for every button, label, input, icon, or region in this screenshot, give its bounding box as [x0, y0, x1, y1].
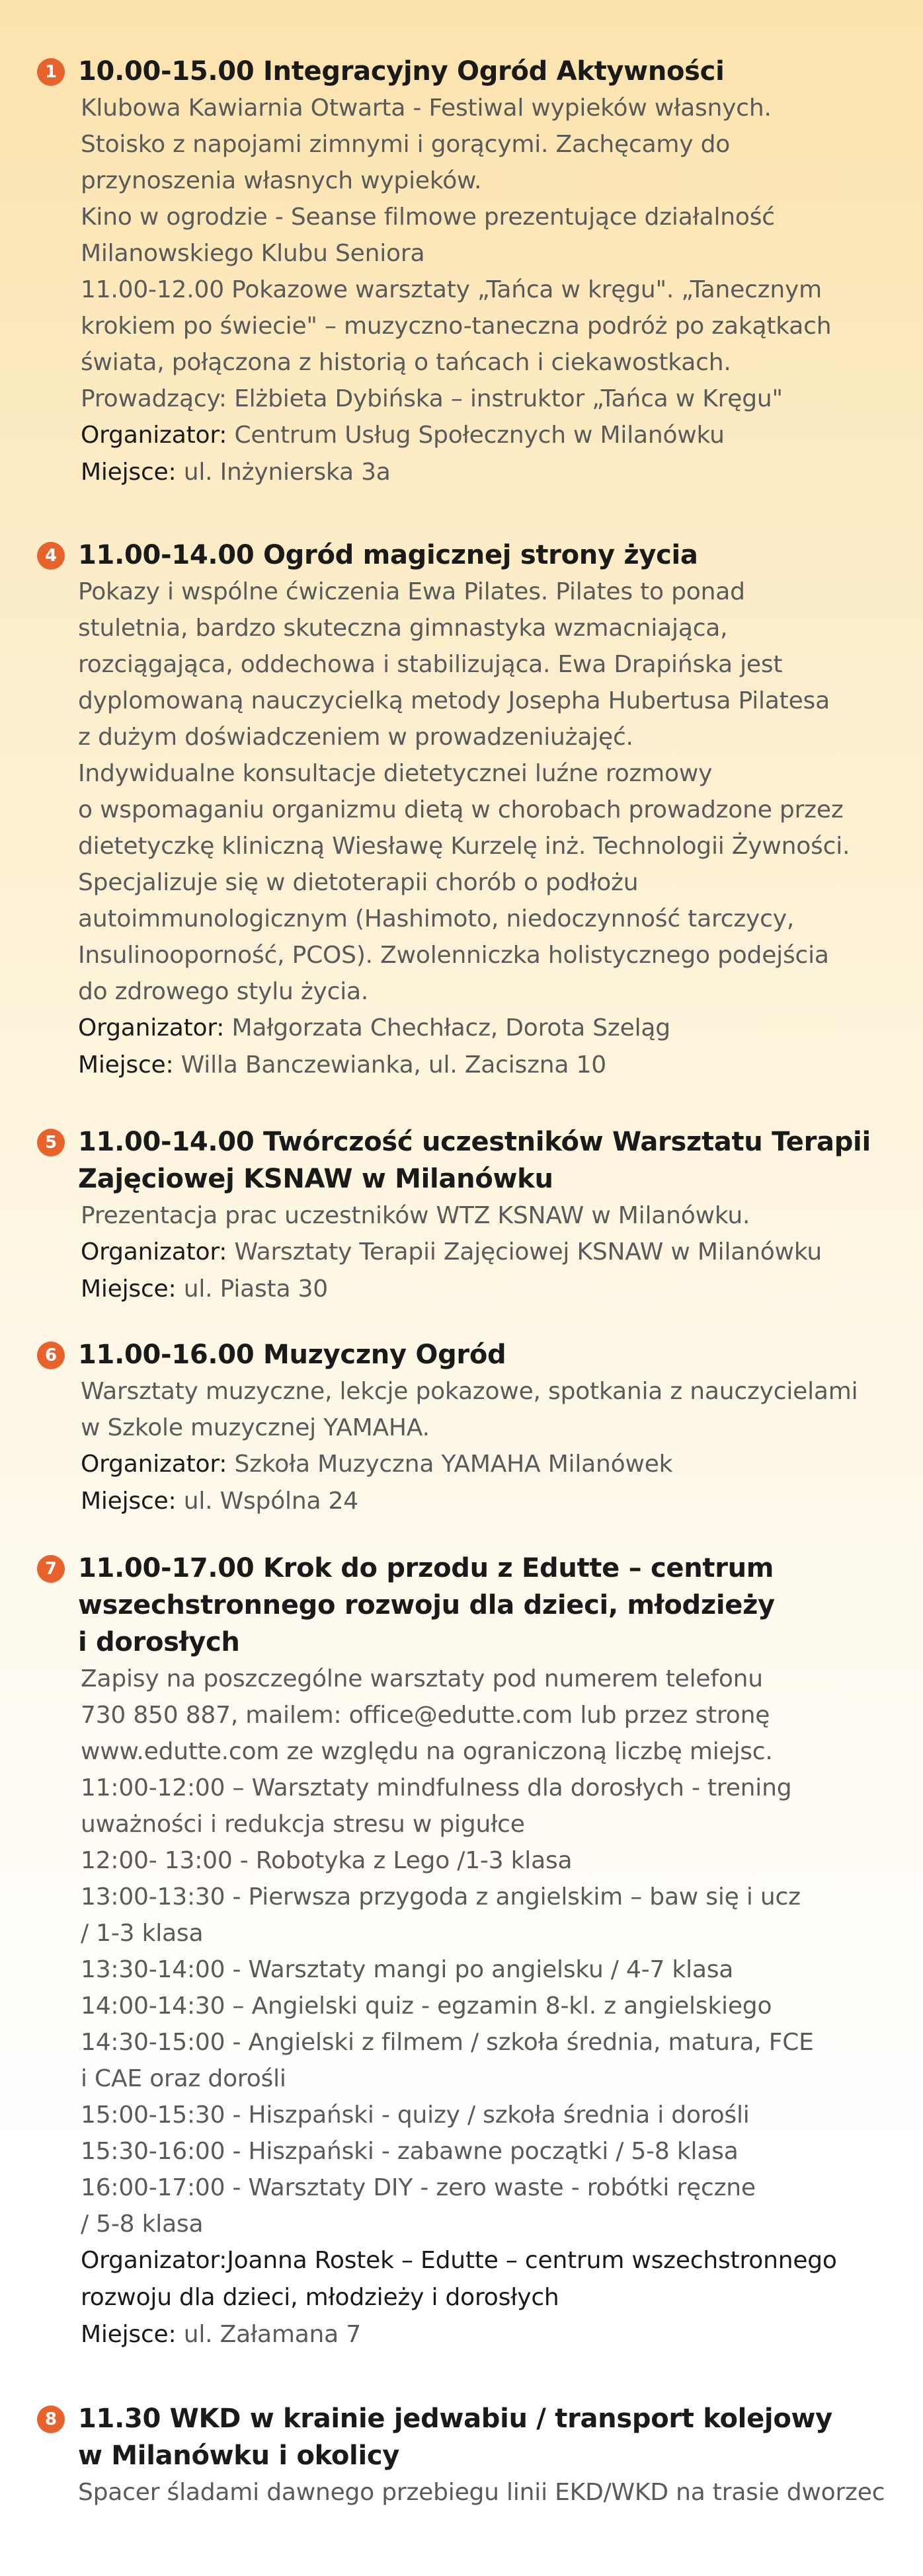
event-description-line: w Szkole muzycznej YAMAHA.	[81, 1414, 430, 1441]
event-description-line: Milanowskiego Klubu Seniora	[81, 240, 425, 267]
event-description-line: Spacer śladami dawnego przebiegu linii EKD/WKD na trasie dworzec	[78, 2479, 885, 2506]
place-label: Miejsce:	[78, 1051, 174, 1079]
event-place	[81, 454, 910, 491]
organizer-value-continued: rozwoju dla dzieci, młodzieży i dorosłych	[81, 2284, 559, 2311]
event-5	[37, 1123, 910, 1308]
event-description-line: Klubowa Kawiarnia Otwarta - Festiwal wypieków własnych.	[81, 95, 772, 122]
event-place	[81, 1271, 910, 1308]
event-description-line: stuletnia, bardzo skuteczna gimnastyka wzmacniająca,	[78, 615, 728, 642]
event-title: 11.00-16.00 Muzyczny Ogród	[78, 1340, 506, 1370]
event-description-line: 13:00-13:30 - Pierwsza przygoda z angielskim – baw się i ucz	[81, 1883, 801, 1911]
event-description-line: www.edutte.com ze względu na ograniczoną liczbę miejsc.	[81, 1738, 773, 1765]
event-description-line: do zdrowego stylu życia.	[78, 978, 369, 1005]
event-organizer	[81, 2242, 910, 2279]
event-description-line: 16:00-17:00 - Warsztaty DIY - zero waste - robótki ręczne	[81, 2174, 756, 2201]
event-description-line: o wspomaganiu organizmu dietą w chorobach prowadzone przez	[78, 796, 844, 823]
event-description-line: autoimmunologicznym (Hashimoto, niedoczynność tarczycy,	[78, 905, 795, 932]
event-description-line: Prowadzący: Elżbieta Dybińska – instruktor „Tańca w Kręgu"	[81, 385, 783, 412]
event-8	[37, 2400, 910, 2511]
event-description-line: z dużym doświadczeniem w prowadzeniużajęć.	[78, 724, 633, 751]
place-label: Miejsce:	[81, 459, 177, 486]
event-title: 11.00-14.00 Ogród magicznej strony życia	[78, 540, 698, 570]
event-place	[81, 2316, 910, 2353]
event-number-badge: 4	[37, 542, 65, 570]
event-place	[81, 1483, 910, 1520]
event-description-line: Stoisko z napojami zimnymi i gorącymi. Zachęcamy do	[81, 131, 731, 158]
place-value: ul. Wspólna 24	[183, 1488, 358, 1515]
place-value: ul. Piasta 30	[183, 1275, 328, 1303]
event-description-line: dyplomowaną nauczycielką metody Josepha Hubertusa Pilatesa	[78, 687, 830, 714]
organizer-value: Centrum Usług Społecznych w Milanówku	[234, 422, 725, 449]
event-number-badge: 8	[37, 2406, 65, 2433]
event-description-line: 15:30-16:00 - Hiszpański - zabawne początki / 5-8 klasa	[81, 2138, 739, 2165]
event-description-line: Kino w ogrodzie - Seanse filmowe prezentujące działalność	[81, 204, 775, 231]
event-description-line: 13:30-14:00 - Warsztaty mangi po angielsku / 4-7 klasa	[81, 1956, 734, 1983]
place-value: ul. Załamana 7	[183, 2321, 361, 2348]
event-description-line: Zapisy na poszczególne warsztaty pod numerem telefonu	[81, 1665, 763, 1692]
event-number-badge: 1	[37, 58, 65, 86]
event-4	[37, 537, 910, 1084]
event-description-line: przynoszenia własnych wypieków.	[81, 167, 482, 194]
event-description-line: świata, połączona z historią o tańcach i ciekawostkach.	[81, 349, 731, 376]
event-1	[37, 53, 910, 491]
event-organizer-continued	[81, 2279, 910, 2316]
organizer-value: Szkoła Muzyczna YAMAHA Milanówek	[234, 1451, 673, 1478]
event-description-line: Specjalizuje się w dietoterapii chorób o podłożu	[78, 869, 639, 896]
place-label: Miejsce:	[81, 1275, 177, 1303]
event-number-badge: 6	[37, 1342, 65, 1369]
event-description-line: Indywidualne konsultacje dietetycznei luźne rozmowy	[78, 760, 713, 787]
organizer-value: Małgorzata Chechłacz, Dorota Szeląg	[231, 1014, 670, 1042]
event-description-line: 11:00-12:00 – Warsztaty mindfulness dla dorosłych - trening	[81, 1774, 792, 1801]
event-description-line: 15:00-15:30 - Hiszpański - quizy / szkoła średnia i dorośli	[81, 2102, 750, 2129]
event-description-line: 730 850 887, mailem: office@edutte.com lub przez stronę	[81, 1702, 770, 1729]
event-description-line: 11.00-12.00 Pokazowe warsztaty „Tańca w kręgu". „Tanecznym	[81, 276, 822, 303]
event-title: 11.00-14.00 Twórczość uczestników Warsztatu Terapii Zajęciowej KSNAW w Milanówku	[78, 1127, 871, 1194]
event-description-line: i CAE oraz dorośli	[81, 2065, 286, 2092]
organizer-label: Organizator:	[81, 422, 227, 449]
event-organizer	[81, 417, 910, 454]
event-place	[78, 1047, 910, 1084]
event-6	[37, 1336, 910, 1520]
event-7	[37, 1550, 910, 2353]
event-description-line: rozciągająca, oddechowa i stabilizująca. Ewa Drapińska jest	[78, 651, 783, 678]
organizer-value: Warsztaty Terapii Zajęciowej KSNAW w Milanówku	[234, 1238, 822, 1266]
event-description-line: 14:30-15:00 - Angielski z filmem / szkoła średnia, matura, FCE	[81, 2029, 814, 2056]
event-organizer	[81, 1446, 910, 1483]
event-description-line: dietetyczkę kliniczną Wiesławę Kurzelę inż. Technologii Żywności.	[78, 833, 850, 860]
event-organizer	[78, 1010, 910, 1047]
event-title: 10.00-15.00 Integracyjny Ogród Aktywności	[78, 56, 725, 87]
event-number-badge: 7	[37, 1555, 65, 1583]
event-description-line: Prezentacja prac uczestników WTZ KSNAW w Milanówku.	[81, 1202, 750, 1229]
event-description-line: uważności i redukcja stresu w pigułce	[81, 1811, 525, 1838]
organizer-label: Organizator:	[81, 2247, 227, 2274]
event-description-line: Warsztaty muzyczne, lekcje pokazowe, spotkania z nauczycielami	[81, 1378, 858, 1405]
event-description-line: / 5-8 klasa	[81, 2211, 204, 2238]
place-value: Willa Banczewianka, ul. Zaciszna 10	[181, 1051, 606, 1079]
place-label: Miejsce:	[81, 2321, 177, 2348]
place-value: ul. Inżynierska 3a	[183, 459, 391, 486]
event-description-line: krokiem po świecie" – muzyczno-taneczna podróż po zakątkach	[81, 313, 832, 340]
event-title: 11.00-17.00 Krok do przodu z Edutte – centrum wszechstronnego rozwoju dla dzieci, młodzieży i dorosłych	[78, 1553, 775, 1657]
organizer-label: Organizator:	[81, 1451, 227, 1478]
event-description-line: 14:00-14:30 – Angielski quiz - egzamin 8-kl. z angielskiego	[81, 1992, 772, 2020]
event-description-line: Pokazy i wspólne ćwiczenia Ewa Pilates. Pilates to ponad	[78, 578, 745, 605]
event-description-line: 12:00- 13:00 - Robotyka z Lego /1-3 klasa	[81, 1847, 573, 1874]
organizer-value: Joanna Rostek – Edutte – centrum wszechstronnego	[227, 2247, 837, 2274]
organizer-label: Organizator:	[81, 1238, 227, 1266]
organizer-label: Organizator:	[78, 1014, 225, 1042]
event-description-line: / 1-3 klasa	[81, 1920, 204, 1947]
place-label: Miejsce:	[81, 1488, 177, 1515]
event-title: 11.30 WKD w krainie jedwabiu / transport kolejowy w Milanówku i okolicy	[78, 2404, 832, 2471]
event-description-line: Insulinooporność, PCOS). Zwolenniczka holistycznego podejścia	[78, 942, 829, 969]
event-number-badge: 5	[37, 1129, 65, 1156]
event-organizer	[81, 1234, 910, 1271]
